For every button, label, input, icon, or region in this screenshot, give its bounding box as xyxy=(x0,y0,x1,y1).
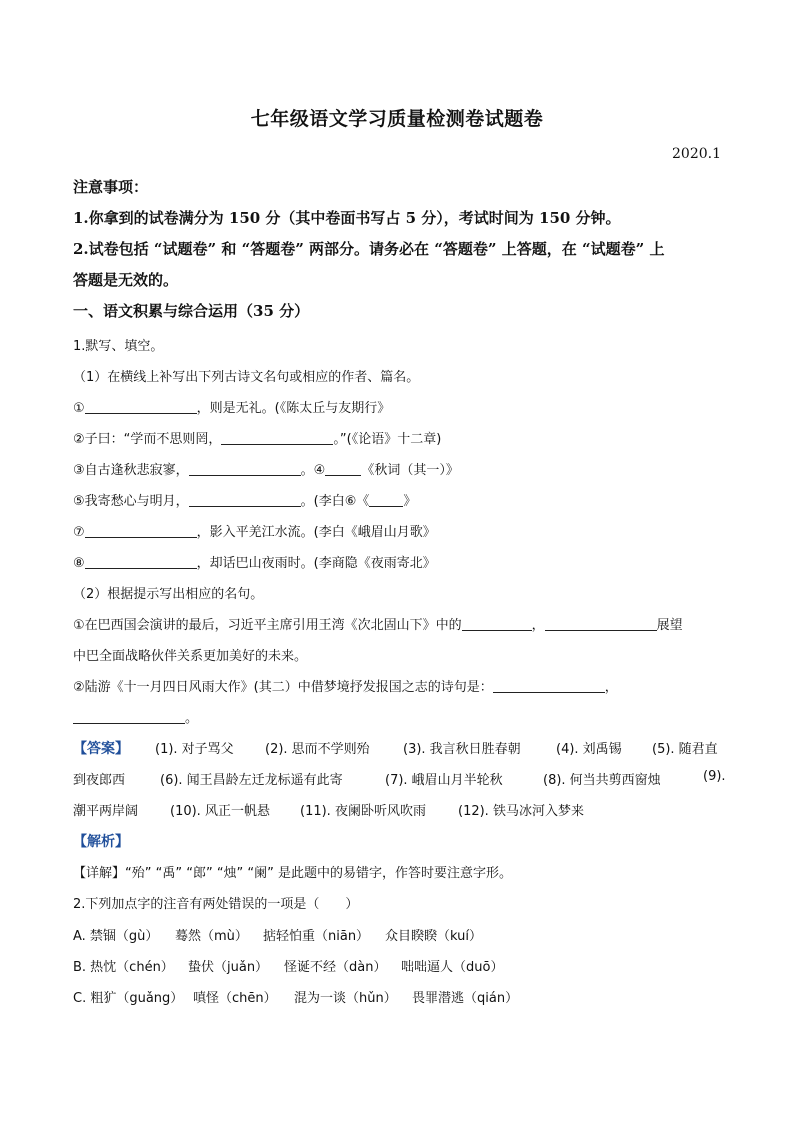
analysis-detail: 【详解】“殆” “禹” “郎” “烛” “阑” 是此题中的易错字，作答时要注意字形。 xyxy=(73,866,513,881)
answer-item: (8). 何当共剪西窗烛 xyxy=(543,773,661,788)
answer-blank xyxy=(73,709,185,724)
fill-line-6: ⑧ ，却话巴山夜雨时。(李商隐《夜雨寄北》 xyxy=(73,556,436,571)
fill-line-1: ① ，则是无礼。(《陈太丘与友期行》 xyxy=(73,401,391,416)
option-a: A. 禁锢（gù） xyxy=(73,929,159,944)
option-b: B. 热忱（chén） xyxy=(73,960,174,975)
option-c: C. 粗犷（guǎng） xyxy=(73,991,184,1006)
answer-blank xyxy=(325,461,361,476)
answer-item: (9). xyxy=(703,769,726,784)
notice-item-1: 1.你拿到的试卷满分为 150 分（其中卷面书写占 5 分），考试时间为 150 分钟。 xyxy=(73,209,621,227)
question-2-stem: 2.下列加点字的注音有两处错误的一项是（ ） xyxy=(73,897,359,912)
answer-item: 到夜郎西 xyxy=(73,773,126,788)
answer-item: (6). 闻王昌龄左迁龙标遥有此寄 xyxy=(160,773,343,788)
option-a-word: 蓦然（mù） xyxy=(175,929,248,944)
fill-line-2: ②子曰：“学而不思则罔， 。”(《论语》十二章) xyxy=(73,432,442,447)
answer-blank xyxy=(85,399,197,414)
notice-item-2-cont: 答题是无效的。 xyxy=(73,271,179,289)
fill-line-4: ⑤我寄愁心与明月， 。(李白⑥《 》 xyxy=(73,494,417,509)
answer-blank xyxy=(462,616,532,631)
answer-item: (1). 对子骂父 xyxy=(155,742,234,757)
answer-blank xyxy=(85,523,197,538)
prompt-line-1: ①在巴西国会演讲的最后，习近平主席引用王湾《次北固山下》中的 ， 展望 xyxy=(73,618,683,633)
answer-item: (12). 铁马冰河入梦来 xyxy=(458,804,584,819)
section-heading: 一、语文积累与综合运用（35 分） xyxy=(73,302,310,320)
prompt-line-2-cont: 。 xyxy=(73,707,198,726)
page-title: 七年级语文学习质量检测卷试题卷 xyxy=(250,108,544,130)
question-1-stem: 1.默写、填空。 xyxy=(73,339,164,354)
option-c-word: 嗔怪（chēn） xyxy=(193,991,277,1006)
answer-item: (4). 刘禹锡 xyxy=(556,742,622,757)
analysis-label: 【解析】 xyxy=(73,834,129,850)
answer-blank xyxy=(545,616,657,631)
option-c-word: 畏罪潜逃（qián） xyxy=(412,991,519,1006)
answer-label: 【答案】 xyxy=(73,741,129,757)
fill-line-3: ③自古逢秋悲寂寥， 。④ 《秋词（其一）》 xyxy=(73,463,459,478)
answer-blank xyxy=(493,678,605,693)
prompt-line-2: ②陆游《十一月四日风雨大作》(其二）中借梦境抒发报国之志的诗句是： ， xyxy=(73,680,618,695)
answer-blank xyxy=(189,492,301,507)
notice-heading: 注意事项： xyxy=(73,178,149,196)
answer-item: (5). 随君直 xyxy=(652,742,718,757)
answer-blank xyxy=(221,430,333,445)
option-b-word: 怪诞不经（dàn） xyxy=(284,960,387,975)
answer-item: (7). 峨眉山月半轮秋 xyxy=(385,773,503,788)
answer-blank xyxy=(369,492,403,507)
prompt-line-1-cont: 中巴全面战略伙伴关系更加美好的未来。 xyxy=(73,649,308,664)
answer-item: (11). 夜阑卧听风吹雨 xyxy=(300,804,426,819)
option-c-word: 混为一谈（hǔn） xyxy=(294,991,397,1006)
answer-item: (3). 我言秋日胜春朝 xyxy=(403,742,521,757)
fill-line-5: ⑦ ，影入平羌江水流。(李白《峨眉山月歌》 xyxy=(73,525,436,540)
answer-item: (2). 思而不学则殆 xyxy=(265,742,370,757)
option-b-word: 咄咄逼人（duō） xyxy=(401,960,504,975)
answer-blank xyxy=(189,461,301,476)
option-a-word: 众目睽睽（kuí） xyxy=(385,929,482,944)
answer-item: 潮平两岸阔 xyxy=(73,804,139,819)
option-b-word: 蛰伏（juǎn） xyxy=(188,960,269,975)
exam-date: 2020.1 xyxy=(672,146,721,162)
answer-item: (10). 风正一帆悬 xyxy=(170,804,270,819)
notice-item-2: 2.试卷包括 “试题卷” 和 “答题卷” 两部分。请务必在 “答题卷” 上答题，在 “试题卷” 上 xyxy=(73,240,665,258)
sub-question-2: （2）根据提示写出相应的名句。 xyxy=(73,587,264,602)
answer-blank xyxy=(85,554,197,569)
sub-question-1: （1）在横线上补写出下列古诗文名句或相应的作者、篇名。 xyxy=(73,370,420,385)
option-a-word: 掂轻怕重（niān） xyxy=(263,929,370,944)
